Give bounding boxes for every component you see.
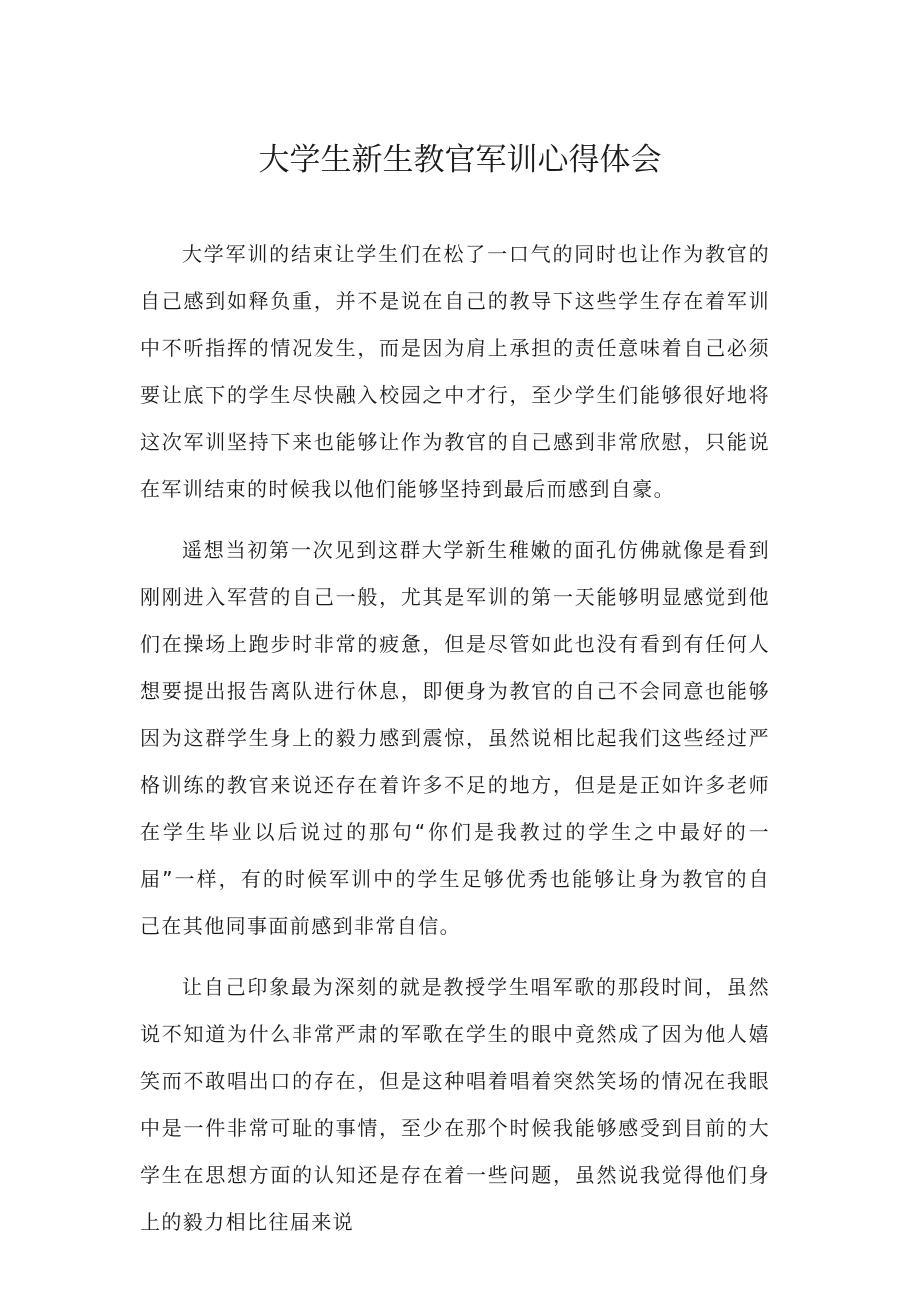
document-body [140,231,770,1260]
paragraph-1: 大学军训的结束让学生们在松了一口气的同时也让作为教官的自己感到如释负重，并不是说在自己的教导下这些学生存在着军训中不听指挥的情况发生，而是因为肩上承担的责任意味着自己必须要让底下的学生尽快融入校园之中才行，至少学生们能够很好地将这次军训坚持下来也能够让作为教官的自己感到非常欣慰，只能说在军训结束的时候我以他们能够坚持到最后而感到自豪。 [140,242,770,501]
paragraph-2: 遥想当初第一次见到这群大学新生稚嫩的面孔仿佛就像是看到刚刚进入军营的自己一般，尤其是军训的第一天能够明显感觉到他们在操场上跑步时非常的疲惫，但是尽管如此也没有看到有任何人想要提出报告离队进行休息，即便身为教官的自己不会同意也能够因为这群学生身上的毅力感到震惊，虽然说相比起我们这些经过严格训练的教官来说还存在着许多不足的地方，但是是正如许多老师在学生毕业以后说过的那句“你们是我教过的学生之中最好的一届”一样，有的时候军训中的学生足够优秀也能够让身为教官的自己在其他同事面前感到非常自信。 [140,538,770,938]
paragraph-3: 让自己印象最为深刻的就是教授学生唱军歌的那段时间，虽然说不知道为什么非常严肃的军歌在学生的眼中竟然成了因为他人嬉笑而不敢唱出口的存在，但是这种唱着唱着突然笑场的情况在我眼中是一件非常可耻的事情，至少在那个时候我能够感受到目前的大学生在思想方面的认知还是存在着一些问题，虽然说我觉得他们身上的毅力相比往届来说 [140,975,770,1234]
document-title: 大学生新生教官军训心得体会 [258,142,662,178]
